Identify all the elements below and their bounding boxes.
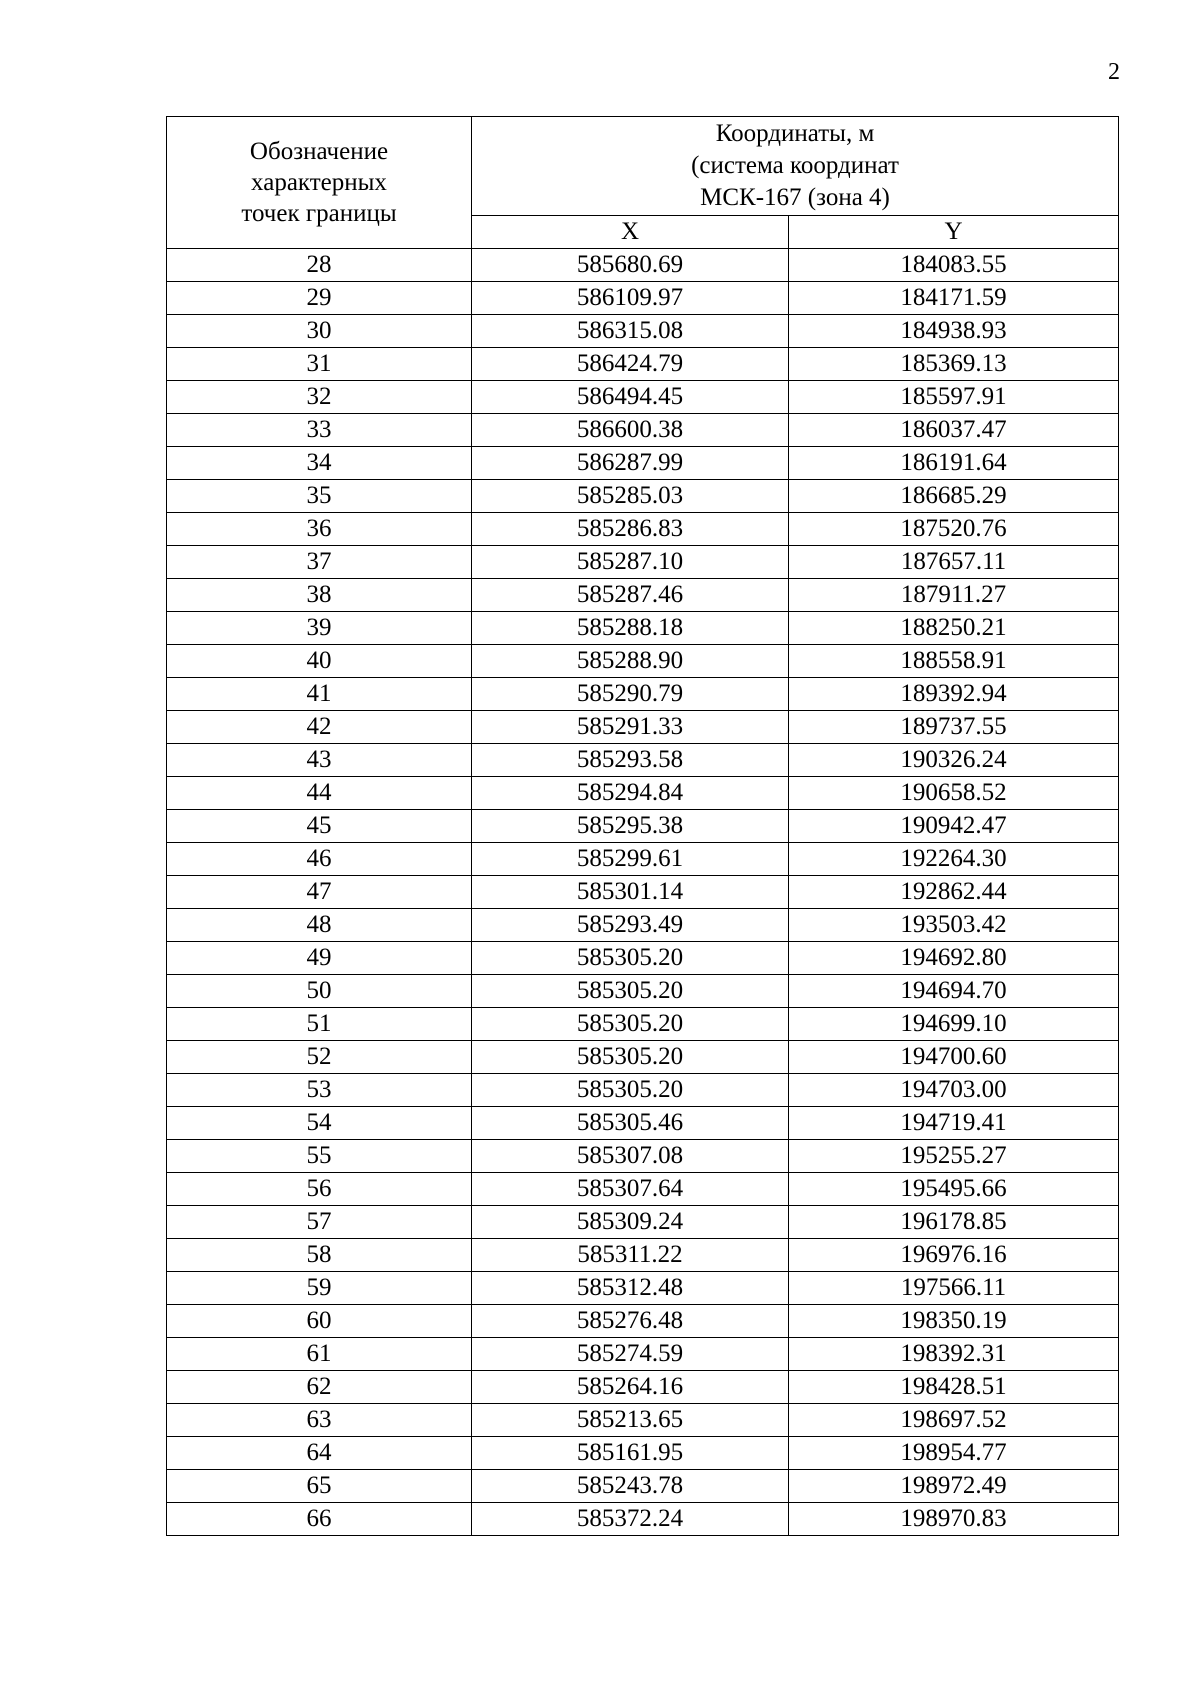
table-row bbox=[167, 1437, 1119, 1470]
x-coordinate-cell: 585307.64 bbox=[472, 1173, 789, 1206]
y-coordinate-cell: 194699.10 bbox=[789, 1008, 1119, 1041]
x-coordinate-cell: 585299.61 bbox=[472, 843, 789, 876]
point-header-line: Обозначение bbox=[249, 138, 389, 165]
point-number-cell: 35 bbox=[167, 480, 472, 513]
y-coordinate-cell: 198392.31 bbox=[789, 1338, 1119, 1371]
table-row bbox=[167, 447, 1119, 480]
table-body bbox=[167, 249, 1119, 1536]
y-coordinate-cell: 184938.93 bbox=[789, 315, 1119, 348]
x-coordinate-cell: 585288.18 bbox=[472, 612, 789, 645]
point-number-cell: 29 bbox=[167, 282, 472, 315]
coords-header-line: Координаты, м bbox=[715, 120, 875, 147]
table-row bbox=[167, 315, 1119, 348]
table-row bbox=[167, 678, 1119, 711]
table-row bbox=[167, 1272, 1119, 1305]
y-coordinate-cell: 198350.19 bbox=[789, 1305, 1119, 1338]
y-coordinate-cell: 185597.91 bbox=[789, 381, 1119, 414]
x-coordinate-cell: 585287.46 bbox=[472, 579, 789, 612]
table-row bbox=[167, 1041, 1119, 1074]
y-coordinate-cell: 192862.44 bbox=[789, 876, 1119, 909]
table-row bbox=[167, 480, 1119, 513]
table-row bbox=[167, 1107, 1119, 1140]
coords-header-line: (система координат bbox=[691, 152, 899, 179]
x-coordinate-cell: 585288.90 bbox=[472, 645, 789, 678]
point-number-cell: 62 bbox=[167, 1371, 472, 1404]
coordinates-header bbox=[472, 117, 1119, 216]
x-coordinate-cell: 585274.59 bbox=[472, 1338, 789, 1371]
table-row bbox=[167, 645, 1119, 678]
y-coordinate-cell: 186037.47 bbox=[789, 414, 1119, 447]
y-coordinate-cell: 194703.00 bbox=[789, 1074, 1119, 1107]
x-coordinate-cell: 585680.69 bbox=[472, 249, 789, 282]
point-number-cell: 63 bbox=[167, 1404, 472, 1437]
point-number-cell: 39 bbox=[167, 612, 472, 645]
point-number-cell: 61 bbox=[167, 1338, 472, 1371]
y-coordinate-cell: 198972.49 bbox=[789, 1470, 1119, 1503]
point-number-cell: 32 bbox=[167, 381, 472, 414]
point-number-cell: 47 bbox=[167, 876, 472, 909]
table-row bbox=[167, 1338, 1119, 1371]
point-number-cell: 56 bbox=[167, 1173, 472, 1206]
table-row bbox=[167, 1305, 1119, 1338]
y-coordinate-cell: 190326.24 bbox=[789, 744, 1119, 777]
y-coordinate-cell: 184083.55 bbox=[789, 249, 1119, 282]
x-column-header: X bbox=[472, 216, 789, 249]
point-header-line: характерных bbox=[251, 169, 387, 196]
y-coordinate-cell: 185369.13 bbox=[789, 348, 1119, 381]
table-row bbox=[167, 777, 1119, 810]
x-coordinate-cell: 586315.08 bbox=[472, 315, 789, 348]
y-coordinate-cell: 187657.11 bbox=[789, 546, 1119, 579]
table-row bbox=[167, 1173, 1119, 1206]
point-number-cell: 54 bbox=[167, 1107, 472, 1140]
table-row bbox=[167, 612, 1119, 645]
y-coordinate-cell: 194692.80 bbox=[789, 942, 1119, 975]
table-row bbox=[167, 942, 1119, 975]
table-row bbox=[167, 546, 1119, 579]
table-row bbox=[167, 414, 1119, 447]
point-number-cell: 51 bbox=[167, 1008, 472, 1041]
table-row bbox=[167, 711, 1119, 744]
point-number-cell: 46 bbox=[167, 843, 472, 876]
y-coordinate-cell: 198970.83 bbox=[789, 1503, 1119, 1536]
table-header bbox=[167, 117, 1119, 249]
x-coordinate-cell: 585372.24 bbox=[472, 1503, 789, 1536]
y-coordinate-cell: 194700.60 bbox=[789, 1041, 1119, 1074]
y-column-header: Y bbox=[789, 216, 1119, 249]
x-coordinate-cell: 586494.45 bbox=[472, 381, 789, 414]
table-row bbox=[167, 843, 1119, 876]
point-number-cell: 45 bbox=[167, 810, 472, 843]
table-row bbox=[167, 1008, 1119, 1041]
point-number-cell: 28 bbox=[167, 249, 472, 282]
x-coordinate-cell: 585305.20 bbox=[472, 942, 789, 975]
x-coordinate-cell: 585287.10 bbox=[472, 546, 789, 579]
y-coordinate-cell: 194694.70 bbox=[789, 975, 1119, 1008]
x-coordinate-cell: 585293.58 bbox=[472, 744, 789, 777]
table-row bbox=[167, 909, 1119, 942]
page-number: 2 bbox=[1108, 59, 1120, 85]
point-number-cell: 36 bbox=[167, 513, 472, 546]
y-coordinate-cell: 190658.52 bbox=[789, 777, 1119, 810]
point-number-cell: 31 bbox=[167, 348, 472, 381]
point-number-cell: 49 bbox=[167, 942, 472, 975]
coordinates-table bbox=[166, 116, 1119, 1536]
y-coordinate-cell: 188250.21 bbox=[789, 612, 1119, 645]
y-coordinate-cell: 193503.42 bbox=[789, 909, 1119, 942]
y-coordinate-cell: 190942.47 bbox=[789, 810, 1119, 843]
y-coordinate-cell: 187520.76 bbox=[789, 513, 1119, 546]
point-number-cell: 37 bbox=[167, 546, 472, 579]
x-coordinate-cell: 585161.95 bbox=[472, 1437, 789, 1470]
table-row bbox=[167, 282, 1119, 315]
y-coordinate-cell: 186685.29 bbox=[789, 480, 1119, 513]
table-row bbox=[167, 744, 1119, 777]
point-number-cell: 57 bbox=[167, 1206, 472, 1239]
x-coordinate-cell: 586600.38 bbox=[472, 414, 789, 447]
x-coordinate-cell: 585213.65 bbox=[472, 1404, 789, 1437]
y-coordinate-cell: 195255.27 bbox=[789, 1140, 1119, 1173]
table-row bbox=[167, 579, 1119, 612]
table-row bbox=[167, 1206, 1119, 1239]
x-coordinate-cell: 585291.33 bbox=[472, 711, 789, 744]
x-coordinate-cell: 585301.14 bbox=[472, 876, 789, 909]
x-coordinate-cell: 585305.20 bbox=[472, 975, 789, 1008]
y-coordinate-cell: 188558.91 bbox=[789, 645, 1119, 678]
point-number-cell: 65 bbox=[167, 1470, 472, 1503]
x-coordinate-cell: 585309.24 bbox=[472, 1206, 789, 1239]
y-coordinate-cell: 189392.94 bbox=[789, 678, 1119, 711]
x-coordinate-cell: 585312.48 bbox=[472, 1272, 789, 1305]
y-coordinate-cell: 194719.41 bbox=[789, 1107, 1119, 1140]
table-row bbox=[167, 1404, 1119, 1437]
x-coordinate-cell: 585311.22 bbox=[472, 1239, 789, 1272]
point-number-cell: 60 bbox=[167, 1305, 472, 1338]
y-coordinate-cell: 195495.66 bbox=[789, 1173, 1119, 1206]
point-number-cell: 30 bbox=[167, 315, 472, 348]
table-row bbox=[167, 975, 1119, 1008]
table-row bbox=[167, 1140, 1119, 1173]
table-row bbox=[167, 876, 1119, 909]
y-coordinate-cell: 186191.64 bbox=[789, 447, 1119, 480]
table-row bbox=[167, 1503, 1119, 1536]
x-coordinate-cell: 585276.48 bbox=[472, 1305, 789, 1338]
y-coordinate-cell: 198428.51 bbox=[789, 1371, 1119, 1404]
table-row bbox=[167, 1239, 1119, 1272]
x-coordinate-cell: 585285.03 bbox=[472, 480, 789, 513]
point-number-cell: 40 bbox=[167, 645, 472, 678]
y-coordinate-cell: 198954.77 bbox=[789, 1437, 1119, 1470]
point-number-cell: 58 bbox=[167, 1239, 472, 1272]
point-number-cell: 59 bbox=[167, 1272, 472, 1305]
y-coordinate-cell: 196976.16 bbox=[789, 1239, 1119, 1272]
point-header-line: точек границы bbox=[241, 200, 397, 227]
point-number-cell: 44 bbox=[167, 777, 472, 810]
x-coordinate-cell: 585293.49 bbox=[472, 909, 789, 942]
x-coordinate-cell: 586287.99 bbox=[472, 447, 789, 480]
x-coordinate-cell: 585305.46 bbox=[472, 1107, 789, 1140]
y-coordinate-cell: 187911.27 bbox=[789, 579, 1119, 612]
table-row bbox=[167, 1074, 1119, 1107]
point-number-cell: 52 bbox=[167, 1041, 472, 1074]
x-coordinate-cell: 586109.97 bbox=[472, 282, 789, 315]
point-number-cell: 53 bbox=[167, 1074, 472, 1107]
table-row bbox=[167, 513, 1119, 546]
point-number-cell: 50 bbox=[167, 975, 472, 1008]
x-coordinate-cell: 585305.20 bbox=[472, 1008, 789, 1041]
point-number-cell: 41 bbox=[167, 678, 472, 711]
y-coordinate-cell: 198697.52 bbox=[789, 1404, 1119, 1437]
x-coordinate-cell: 585305.20 bbox=[472, 1041, 789, 1074]
point-number-cell: 33 bbox=[167, 414, 472, 447]
x-coordinate-cell: 585286.83 bbox=[472, 513, 789, 546]
table-row bbox=[167, 249, 1119, 282]
coords-header-line: МСК-167 (зона 4) bbox=[700, 184, 890, 211]
x-coordinate-cell: 585290.79 bbox=[472, 678, 789, 711]
x-coordinate-cell: 586424.79 bbox=[472, 348, 789, 381]
y-coordinate-cell: 197566.11 bbox=[789, 1272, 1119, 1305]
point-number-cell: 38 bbox=[167, 579, 472, 612]
table-row bbox=[167, 810, 1119, 843]
point-number-cell: 55 bbox=[167, 1140, 472, 1173]
y-coordinate-cell: 192264.30 bbox=[789, 843, 1119, 876]
x-coordinate-cell: 585295.38 bbox=[472, 810, 789, 843]
point-number-cell: 66 bbox=[167, 1503, 472, 1536]
point-number-cell: 64 bbox=[167, 1437, 472, 1470]
point-number-cell: 34 bbox=[167, 447, 472, 480]
table-row bbox=[167, 381, 1119, 414]
point-number-cell: 48 bbox=[167, 909, 472, 942]
y-coordinate-cell: 184171.59 bbox=[789, 282, 1119, 315]
y-coordinate-cell: 189737.55 bbox=[789, 711, 1119, 744]
table-row bbox=[167, 1371, 1119, 1404]
table-row bbox=[167, 1470, 1119, 1503]
y-coordinate-cell: 196178.85 bbox=[789, 1206, 1119, 1239]
x-coordinate-cell: 585307.08 bbox=[472, 1140, 789, 1173]
x-coordinate-cell: 585243.78 bbox=[472, 1470, 789, 1503]
point-number-cell: 42 bbox=[167, 711, 472, 744]
point-designation-header bbox=[167, 117, 472, 249]
x-coordinate-cell: 585305.20 bbox=[472, 1074, 789, 1107]
point-number-cell: 43 bbox=[167, 744, 472, 777]
x-coordinate-cell: 585294.84 bbox=[472, 777, 789, 810]
table-row bbox=[167, 348, 1119, 381]
x-coordinate-cell: 585264.16 bbox=[472, 1371, 789, 1404]
